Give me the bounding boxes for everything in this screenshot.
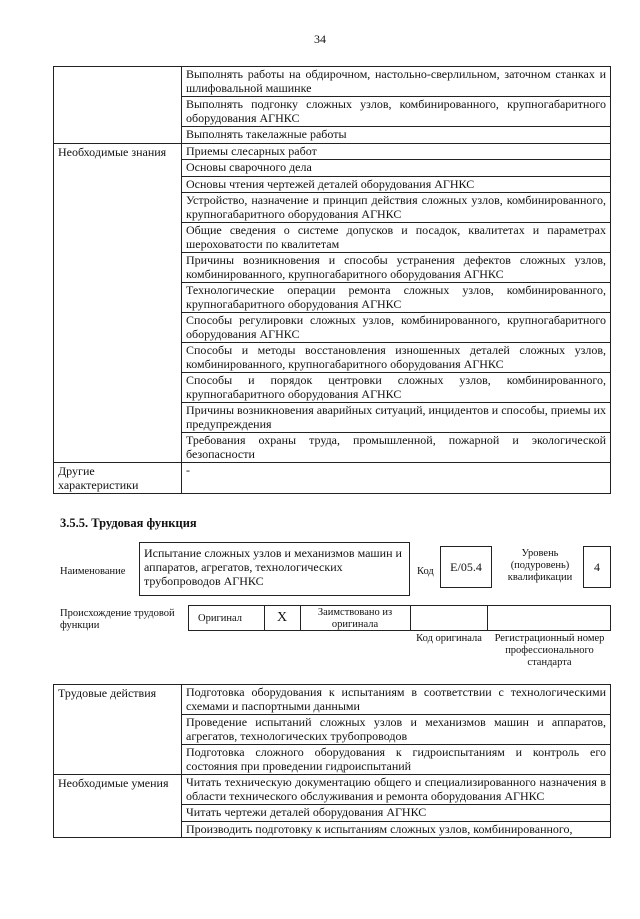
table-cell: Устройство, назначение и принцип действия сложных узлов, комбинированного, крупногабаритного оборудования АГНКС (182, 193, 611, 223)
labor-actions-table (53, 684, 611, 838)
table-row (54, 685, 611, 715)
table-cell: Читать техническую документацию общего и специализированного назначения в области технического обслуживания и ремонта оборудования АГНКС (182, 775, 611, 805)
row-label-knowledge: Необходимые знания (54, 143, 182, 463)
table-cell: Причины возникновения и способы устранения дефектов сложных узлов, комбинированного, крупногабаритного оборудования АГНКС (182, 253, 611, 283)
table-row (54, 775, 611, 805)
function-name: Испытание сложных узлов и механизмов машин и аппаратов, агрегатов, технологических трубопроводов АГНКС (139, 542, 410, 596)
origin-label: Происхождение трудовой функции (60, 608, 175, 631)
table-cell: Основы сварочного дела (182, 160, 611, 177)
row-label-other: Другие характеристики (54, 463, 182, 494)
table-cell: Основы чтения чертежей деталей оборудования АГНКС (182, 176, 611, 193)
section-number: 3.5.5. (60, 516, 89, 530)
row-label-actions: Трудовые действия (54, 685, 182, 775)
table-cell: Выполнять подгонку сложных узлов, комбинированного, крупногабаритного оборудования АГНКС (182, 97, 611, 127)
function-code: E/05.4 (440, 546, 492, 588)
origin-divider (410, 605, 411, 631)
table-cell: Способы и методы восстановления изношенных деталей сложных узлов, комбинированного, крупногабаритного оборудования АГНКС (182, 343, 611, 373)
table-cell: Способы регулировки сложных узлов, комбинированного, крупногабаритного оборудования АГНКС (182, 313, 611, 343)
table-cell: Проведение испытаний сложных узлов и механизмов машин и аппаратов, агрегатов, технологических трубопроводов (182, 715, 611, 745)
section-title: Трудовая функция (91, 516, 197, 530)
origin-divider (487, 605, 488, 631)
table-cell: Читать чертежи деталей оборудования АГНКС (182, 805, 611, 822)
table-cell: Требования охраны труда, промышленной, пожарной и экологической безопасности (182, 433, 611, 463)
table-cell: Приемы слесарных работ (182, 143, 611, 160)
table-cell: Производить подготовку к испытаниям сложных узлов, комбинированного, (182, 821, 611, 838)
original-label: Оригинал (198, 613, 242, 624)
code-original-caption: Код оригинала (416, 633, 482, 644)
table-cell: Способы и порядок центровки сложных узлов, комбинированного, крупногабаритного оборудования АГНКС (182, 373, 611, 403)
table-cell: Подготовка сложного оборудования к гидроиспытаниям и контроль его состояния при проведении гидроиспытаний (182, 745, 611, 775)
page-number: 34 (314, 32, 326, 46)
table-cell: Выполнять работы на обдирочном, настольно-сверлильном, заточном станках и шлифовальной машинке (182, 67, 611, 97)
reg-number-caption: Регистрационный номер профессионального стандарта (494, 633, 605, 668)
table-row (54, 143, 611, 160)
table-cell: Подготовка оборудования к испытаниям в соответствии с технологическими схемами и паспортными данными (182, 685, 611, 715)
table-cell: - (182, 463, 611, 494)
table-cell: Технологические операции ремонта сложных узлов, комбинированного, крупногабаритного оборудования АГНКС (182, 283, 611, 313)
table-cell: Общие сведения о системе допусков и посадок, квалитетах и параметрах шероховатости по квалитетам (182, 223, 611, 253)
skills-knowledge-table (53, 66, 611, 494)
section-heading (60, 516, 197, 531)
code-label: Код (417, 566, 434, 577)
name-label: Наименование (60, 566, 126, 577)
table-cell: Причины возникновения аварийных ситуаций, инцидентов и способы, приемы их предупреждения (182, 403, 611, 433)
row-label (54, 67, 182, 144)
level-label: Уровень (подуровень) квалификации (507, 548, 573, 583)
level-value: 4 (583, 546, 611, 588)
table-row (54, 463, 611, 494)
original-mark: X (276, 610, 288, 625)
borrowed-label: Заимствовано из оригинала (317, 607, 393, 630)
row-label-skills: Необходимые умения (54, 775, 182, 838)
table-cell: Выполнять такелажные работы (182, 127, 611, 144)
table-row (54, 67, 611, 97)
